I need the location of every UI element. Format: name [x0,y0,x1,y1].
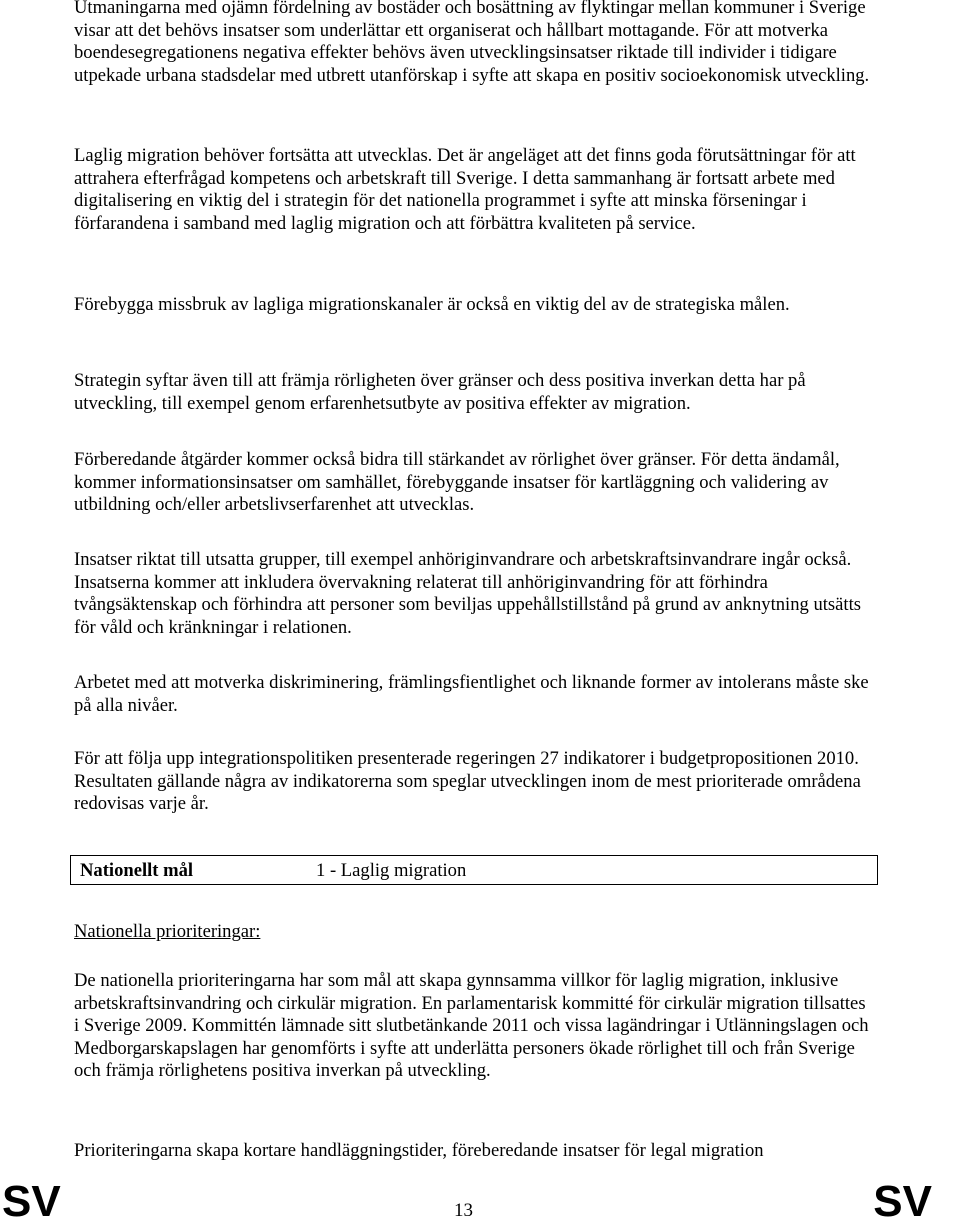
paragraph-text: Utmaningarna med ojämn fördelning av bostäder och bosättning av flyktingar mellan kommuner i Sverige visar att det behövs insatser som underlättar ett organiserat och hållbart mottagande. För att motverka boendesegregationens negativa effekter behövs även utvecklingsinsatser riktade till individer i tidigare utpekade urbana stadsdelar med utbrett utanförskap i syfte att skapa en positiv socioekonomisk utveckling. [74,0,870,86]
paragraph-text: De nationella prioriteringarna har som mål att skapa gynnsamma villkor för laglig migration, inklusive arbetskraftsinvandring och cirkulär migration. En parlamentarisk kommitté för cirkulär migration tillsattes i Sverige 2009. Kommittén lämnade sitt slutbetänkande 2011 och vissa lagändringar i Utlänningslagen och Medborgarskapslagen har genomförts i syfte att underlätta personers ökade rörlighet till och från Sverige och främja rörlighetens positiva inverkan på utveckling. [74,970,869,1082]
national-goal-value: 1 - Laglig migration [316,860,467,881]
language-marker-right: SV [873,1177,932,1226]
language-marker-left: SV [2,1177,61,1226]
paragraph-text: För att följa upp integrationspolitiken presenterade regeringen 27 indikatorer i budgetpropositionen 2010. Resultaten gällande några av indikatorerna som speglar utvecklingen inom de mest prioriterade områdena redovisas varje år. [74,748,861,815]
paragraph-text: Förebygga missbruk av lagliga migrationskanaler är också en viktig del av de strategiska målen. [74,294,790,315]
paragraph-indicators [74,748,870,816]
paragraph-mobility [74,370,870,415]
paragraph-text: Arbetet med att motverka diskriminering, främlingsfientlighet och liknande former av intolerans måste ske på alla nivåer. [74,672,869,716]
paragraph-discrimination [74,672,870,717]
paragraph-vulnerable-groups [74,549,870,639]
paragraph-text: Prioriteringarna skapa kortare handläggningstider, föreberedande insatser för legal migration [74,1140,764,1161]
paragraph-housing-settlement [74,0,870,87]
paragraph-preparatory-measures [74,449,870,517]
page-number: 13 [454,1200,473,1221]
paragraph-text: Strategin syftar även till att främja rörligheten över gränser och dess positiva inverkan detta har på utveckling, till exempel genom erfarenhetsutbyte av positiva effekter av migration. [74,370,806,414]
national-goal-label: Nationellt mål [80,860,194,881]
paragraph-legal-migration [74,145,870,235]
priorities-heading: Nationella prioriteringar: [74,921,261,942]
paragraph-prevent-misuse [74,294,870,317]
national-goal-box [70,855,878,885]
paragraph-text: Insatser riktat till utsatta grupper, till exempel anhöriginvandrare och arbetskraftsinvandrare ingår också. Insatserna kommer att inkludera övervakning relaterat till anhöriginvandring för att förhindra tvångsäktenskap och förhindra att personer som beviljas uppehållstillstånd på grund av anknytning utsätts för våld och kränkningar i relationen. [74,549,861,638]
paragraph-text: Laglig migration behöver fortsätta att utvecklas. Det är angeläget att det finns goda förutsättningar för att attrahera efterfrågad kompetens och arbetskraft till Sverige. I detta sammanhang är fortsatt arbete med digitalisering en viktig del i strategin för det nationella programmet i syfte att minska förseningar i förfarandena i samband med laglig migration och att förbättra kvaliteten på service. [74,145,856,234]
paragraph-processing-times [74,1140,870,1163]
priorities-heading-block [74,921,870,944]
paragraph-national-priorities [74,970,870,1083]
paragraph-text: Förberedande åtgärder kommer också bidra till stärkandet av rörlighet över gränser. För detta ändamål, kommer informationsinsatser om samhället, förebyggande insatser för kartläggning och validering av utbildning och/eller arbetslivserfarenhet att utvecklas. [74,449,840,516]
